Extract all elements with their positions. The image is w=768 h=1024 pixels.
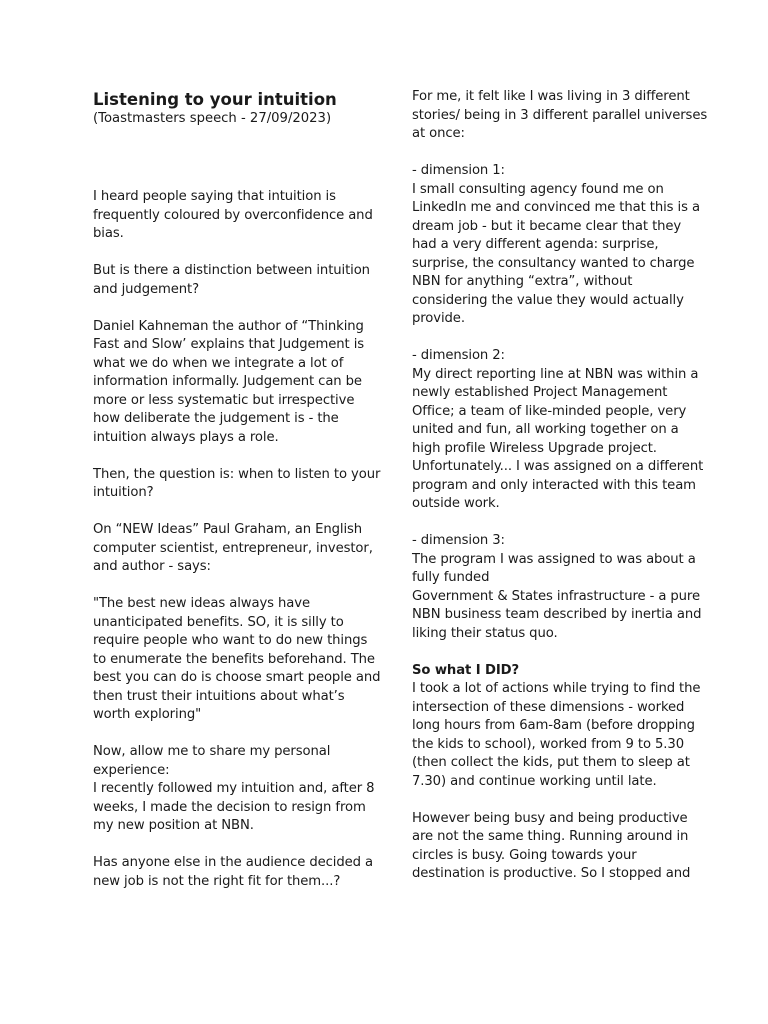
right-column-text [412,88,708,902]
paragraph: The program I was assigned to was about a fully funded [412,551,696,585]
paragraph: I recently followed my intuition and, after 8 weeks, I made the decision to resign from my new position at NBN. [93,781,375,833]
paragraph: Daniel Kahneman the author of “Thinking Fast and Slow’ explains that Judgement is what we do when we integrate a lot of information informally. Judgement can be more or less systematic but irrespective how deliberate the judgement is - the intuition always plays a role. [93,318,365,445]
paragraph: Then, the question is: when to listen to your intuition? [93,466,381,500]
dimension-label: - dimension 2: [412,348,505,363]
document-title: Listening to your intuition [93,90,337,109]
paragraph: My direct reporting line at NBN was within a newly established Project Management Office; a team of like-minded people, very united and fun, all working together on a high profile Wireless Upgrade project. Unfortunately... I was assigned on a different program and only interacted with this team outside work. [412,366,704,511]
document-subtitle: (Toastmasters speech - 27/09/2023) [93,111,332,126]
paragraph: Has anyone else in the audience decided a new job is not the right fit for them...? [93,855,373,889]
quote-paragraph: "The best new ideas always have unanticipated benefits. SO, it is silly to require people who want to do new things to enumerate the benefits beforehand. The best you can do is choose smart people and then trust their intuitions about what’s worth exploring" [93,596,381,722]
paragraph: However being busy and being productive are not the same thing. Running around in circles is busy. Going towards your destination is productive. So I stopped and [412,810,691,881]
dimension-label: - dimension 3: [412,533,505,548]
dimension-label: - dimension 1: [412,163,505,178]
section-heading: So what I DID? [412,662,520,678]
left-column-text [93,188,383,910]
paragraph: On “NEW Ideas” Paul Graham, an English computer scientist, entrepreneur, investor, and author - says: [93,522,373,574]
paragraph: I small consulting agency found me on LinkedIn me and convinced me that this is a dream job - but it became clear that they had a very different agenda: surprise, surprise, the consultancy wanted to charge NBN for anything “extra”, without considering the value they would actually provide. [412,181,700,326]
paragraph: For me, it felt like I was living in 3 different stories/ being in 3 different parallel universes at once: [412,89,708,141]
paragraph: I heard people saying that intuition is frequently coloured by overconfidence and bias. [93,189,373,241]
paragraph: But is there a distinction between intuition and judgement? [93,263,370,297]
paragraph: I took a lot of actions while trying to find the intersection of these dimensions - worked long hours from 6am-8am (before dropping the kids to school), worked from 9 to 5.30 (then collect the kids, put them to sleep at 7.30) and continue working until late. [412,681,701,789]
paragraph: Now, allow me to share my personal experience: [93,744,331,778]
paragraph: Government & States infrastructure - a pure NBN business team described by inertia and liking their status quo. [412,588,702,641]
